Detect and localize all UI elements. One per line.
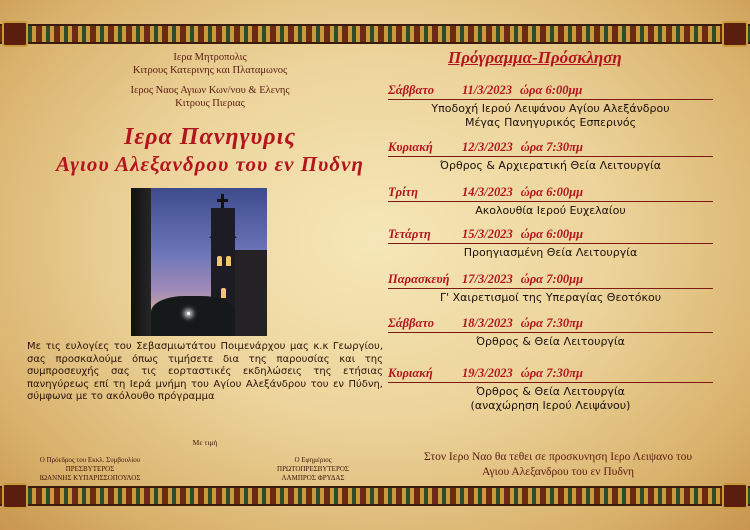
entry-time: ώρα 7:30πμ <box>520 316 583 330</box>
entry-description: Προηγιασμένη Θεία Λειτουργία <box>463 246 638 259</box>
entry-day: Σάββατο <box>388 83 434 97</box>
bottom-ornamental-border <box>0 486 750 506</box>
church-building <box>235 250 267 336</box>
program-entry <box>388 140 713 173</box>
program-entry-header <box>388 140 713 157</box>
left-signature-rank: ΠΡΕΣΒΥΤΕΡΟΣ <box>65 465 115 473</box>
entry-description: Όρθρος & Θεία Λειτουργία <box>476 385 625 398</box>
entry-date: 18/3/2023 <box>462 316 513 330</box>
entry-day: Κυριακή <box>388 140 433 154</box>
relic-veneration-note <box>388 450 728 480</box>
entry-date: 15/3/2023 <box>462 227 513 241</box>
entry-time: ώρα 6:00μμ <box>520 185 584 199</box>
main-title-line-1: Ιερα Πανηγυρις <box>123 124 297 150</box>
entry-description: Γ' Χαιρετισμοί της Υπεραγίας Θεοτόκου <box>439 291 662 304</box>
entry-time: ώρα 6:00μμ <box>520 227 584 241</box>
entry-description-2: Μέγας Πανηγυρικός Εσπερινός <box>464 116 637 129</box>
metropolis-line-1: Ιερα Μητροπολις <box>173 52 247 63</box>
entry-description-2: (αναχώρηση Ιερού Λειψάνου) <box>470 399 631 412</box>
entry-day: Κυριακή <box>388 366 433 380</box>
metropolis-line-2: Κιτρους Κατερινης και Πλαταμωνος <box>132 65 288 76</box>
entry-description: Υποδοχή Ιερού Λειψάνου Αγίου Αλεξάνδρου <box>431 102 670 115</box>
tower-window <box>226 256 231 266</box>
temple-line-2: Κιτρους Πιεριας <box>175 98 245 109</box>
right-signature <box>258 456 368 483</box>
right-signature-title: Ο Εφημέριος <box>294 456 332 464</box>
bottom-left-corner-ornament <box>2 483 28 509</box>
top-right-corner-ornament <box>722 21 748 47</box>
temple-header <box>40 84 380 110</box>
entry-time: ώρα 7:30πμ <box>520 366 583 380</box>
bottom-right-corner-ornament <box>722 483 748 509</box>
entry-day: Σάββατο <box>388 316 434 330</box>
program-entry-header <box>388 83 713 100</box>
tree-silhouette <box>131 188 151 336</box>
program-entry-header <box>388 272 713 289</box>
left-signature <box>20 456 160 483</box>
entry-date: 12/3/2023 <box>462 140 513 154</box>
program-entry <box>388 366 713 413</box>
program-entry <box>388 316 713 349</box>
program-entry <box>388 185 713 218</box>
entry-description: Όρθρος & Αρχιερατική Θεία Λειτουργία <box>440 159 661 172</box>
entry-day: Παρασκευή <box>388 272 450 286</box>
entry-date: 19/3/2023 <box>462 366 513 380</box>
with-honor-text: Με τιμή <box>192 438 218 447</box>
invitation-paragraph: Με τις ευλογίες του Σεβασμιωτάτου Ποιμενάρχου μας κ.κ Γεωργίου, σας προσκαλούμε όπως τιμήσετε δια της παρουσίας και της συμπροσευχής σας τις εορταστικές εκδηλώσεις της ετήσιας πανηγύρεως επί τη Ιερά μνήμη του Αγίου Αλεξάνδρου του εν Πύδνη, σύμφωνα με το ακόλουθο πρόγραμμα <box>27 341 383 402</box>
right-signature-rank: ΠΡΩΤΟΠΡΕΣΒΥΤΕΡΟΣ <box>277 465 349 473</box>
entry-time: ώρα 6:00μμ <box>520 83 583 97</box>
top-left-corner-ornament <box>2 21 28 47</box>
entry-date: 14/3/2023 <box>462 185 513 199</box>
relic-note-line-2: Αγιου Αλεξανδρου του εν Πυδνη <box>482 466 634 478</box>
bush-silhouette <box>151 296 235 336</box>
entry-description: Ακολουθία Ιερού Ευχελαίου <box>475 204 626 217</box>
entry-description: Όρθρος & Θεία Λειτουργία <box>476 335 625 348</box>
tower-window <box>221 288 226 298</box>
entry-date: 17/3/2023 <box>462 272 513 286</box>
temple-line-1: Ιερος Ναος Αγιων Κων/νου & Ελενης <box>130 85 290 96</box>
right-signature-name: ΛΑΜΠΡΟΣ ΦΡΥΔΑΣ <box>281 474 345 482</box>
church-photo <box>131 188 267 336</box>
tower-window <box>217 256 222 266</box>
street-lamp <box>187 312 190 315</box>
program-entry-header <box>388 316 713 333</box>
left-signature-name: ΙΩΑΝΝΗΣ ΚΥΠΑΡΙΣΣΟΠΟΥΛΟΣ <box>39 474 141 482</box>
entry-day: Τετάρτη <box>388 227 431 241</box>
program-entry-header <box>388 227 713 244</box>
entry-day: Τρίτη <box>388 185 418 199</box>
entry-time: ώρα 7:00μμ <box>520 272 584 286</box>
program-entry-header <box>388 185 713 202</box>
program-title: Πρόγραμμα-Πρόσκληση <box>448 48 622 67</box>
program-entry <box>388 227 713 260</box>
program-entry-header <box>388 366 713 383</box>
program-entry <box>388 272 713 305</box>
program-entry <box>388 83 713 130</box>
left-signature-title: Ο Πρόεδρος του Εκκλ. Συμβουλίου <box>39 456 141 464</box>
top-ornamental-border <box>0 24 750 44</box>
entry-time: ώρα 7:30πμ <box>520 140 583 154</box>
metropolis-header <box>40 51 380 77</box>
entry-date: 11/3/2023 <box>462 83 513 97</box>
relic-note-line-1: Στον Ιερο Ναο θα τεθει σε προσκυνηση Ιερο Λειψανο του <box>423 451 693 463</box>
main-title-line-2: Αγιου Αλεξανδρου του εν Πυδνη <box>56 152 364 176</box>
